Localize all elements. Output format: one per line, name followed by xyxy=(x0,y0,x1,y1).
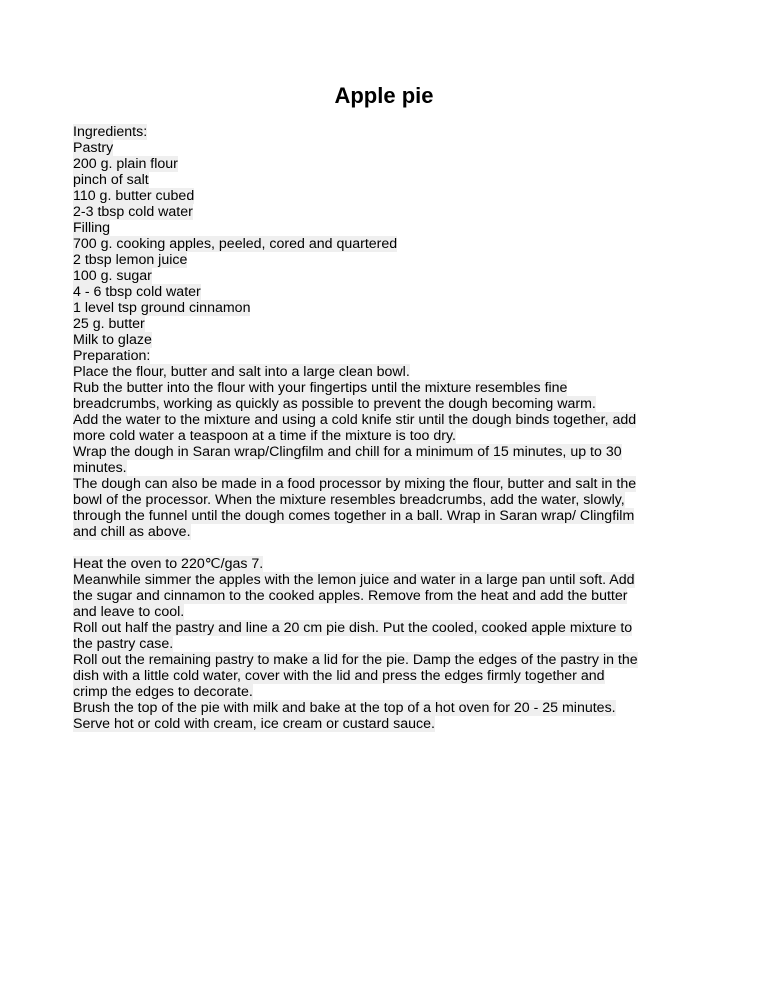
text-line-content: 2-3 tbsp cold water xyxy=(73,204,193,220)
text-line xyxy=(73,636,703,652)
text-line xyxy=(73,172,703,188)
text-line xyxy=(73,188,703,204)
text-line xyxy=(73,508,703,524)
paragraph-gap xyxy=(73,540,703,556)
text-line-content: 700 g. cooking apples, peeled, cored and quartered xyxy=(73,236,398,252)
text-line-content: pinch of salt xyxy=(73,172,149,188)
recipe-part-ingredients-preparation xyxy=(73,124,703,540)
text-line-content: 4 - 6 tbsp cold water xyxy=(73,284,201,300)
text-line xyxy=(73,124,703,140)
text-line-content: Place the flour, butter and salt into a large clean bowl. xyxy=(73,364,410,380)
text-line xyxy=(73,684,703,700)
text-line-content: more cold water a teaspoon at a time if the mixture is too dry. xyxy=(73,428,456,444)
text-line-content: minutes. xyxy=(73,460,127,476)
text-line xyxy=(73,620,703,636)
text-line-content: crimp the edges to decorate. xyxy=(73,684,253,700)
text-line-content: Roll out half the pastry and line a 20 cm pie dish. Put the cooled, cooked apple mixture to xyxy=(73,620,633,636)
text-line-content: Brush the top of the pie with milk and bake at the top of a hot oven for 20 - 25 minutes. xyxy=(73,700,616,716)
text-line-content: 2 tbsp lemon juice xyxy=(73,252,188,268)
text-line xyxy=(73,252,703,268)
text-line-content: Rub the butter into the flour with your fingertips until the mixture resembles fine xyxy=(73,380,568,396)
text-line xyxy=(73,220,703,236)
recipe-part-baking xyxy=(73,556,703,732)
text-line-content: and chill as above. xyxy=(73,524,191,540)
text-line xyxy=(73,572,703,588)
text-line xyxy=(73,140,703,156)
text-line-content: Filling xyxy=(73,220,111,236)
text-line xyxy=(73,380,703,396)
text-line-content: 100 g. sugar xyxy=(73,268,152,284)
text-line-content: the sugar and cinnamon to the cooked apples. Remove from the heat and add the butter xyxy=(73,588,628,604)
text-line-content: 110 g. butter cubed xyxy=(73,188,195,204)
recipe-body xyxy=(73,124,703,732)
text-line-content: Milk to glaze xyxy=(73,332,152,348)
text-line-content: 1 level tsp ground cinnamon xyxy=(73,300,251,316)
text-line-content: through the funnel until the dough comes together in a ball. Wrap in Saran wrap/ Clingfilm xyxy=(73,508,635,524)
text-line-content: Roll out the remaining pastry to make a lid for the pie. Damp the edges of the pastry in the xyxy=(73,652,638,668)
text-line xyxy=(73,156,703,172)
text-line-content: Heat the oven to 220℃/gas 7. xyxy=(73,556,264,572)
page-title: Apple pie xyxy=(334,83,434,108)
text-line xyxy=(73,604,703,620)
text-line xyxy=(73,476,703,492)
text-line-content: the pastry case. xyxy=(73,636,174,652)
text-line-content: Meanwhile simmer the apples with the lemon juice and water in a large pan until soft. Add xyxy=(73,572,635,588)
text-line-content: 200 g. plain flour xyxy=(73,156,178,172)
text-line xyxy=(73,316,703,332)
text-line-content: Serve hot or cold with cream, ice cream or custard sauce. xyxy=(73,716,435,732)
text-line xyxy=(73,428,703,444)
text-line-content: 25 g. butter xyxy=(73,316,145,332)
text-line-content: Ingredients: xyxy=(73,124,148,140)
text-line xyxy=(73,444,703,460)
text-line xyxy=(73,364,703,380)
text-line xyxy=(73,524,703,540)
text-line xyxy=(73,412,703,428)
text-line-content: Wrap the dough in Saran wrap/Clingfilm and chill for a minimum of 15 minutes, up to 30 xyxy=(73,444,622,460)
text-line-content: The dough can also be made in a food processor by mixing the flour, butter and salt in the xyxy=(73,476,637,492)
text-line xyxy=(73,396,703,412)
text-line-content: Preparation: xyxy=(73,348,151,364)
text-line-content: breadcrumbs, working as quickly as possible to prevent the dough becoming warm. xyxy=(73,396,596,412)
text-line xyxy=(73,268,703,284)
text-line xyxy=(73,700,703,716)
text-line xyxy=(73,652,703,668)
text-line-content: and leave to cool. xyxy=(73,604,185,620)
text-line xyxy=(73,492,703,508)
text-line xyxy=(73,348,703,364)
text-line xyxy=(73,668,703,684)
text-line-content: Add the water to the mixture and using a cold knife stir until the dough binds together, add xyxy=(73,412,637,428)
text-line xyxy=(73,236,703,252)
text-line xyxy=(73,588,703,604)
text-line xyxy=(73,460,703,476)
text-line xyxy=(73,300,703,316)
text-line-content: Pastry xyxy=(73,140,114,156)
text-line xyxy=(73,204,703,220)
text-line xyxy=(73,716,703,732)
text-line xyxy=(73,556,703,572)
text-line xyxy=(73,284,703,300)
text-line xyxy=(73,332,703,348)
text-line-content: dish with a little cold water, cover with the lid and press the edges firmly together and xyxy=(73,668,605,684)
text-line-content: bowl of the processor. When the mixture resembles breadcrumbs, add the water, slowly, xyxy=(73,492,625,508)
